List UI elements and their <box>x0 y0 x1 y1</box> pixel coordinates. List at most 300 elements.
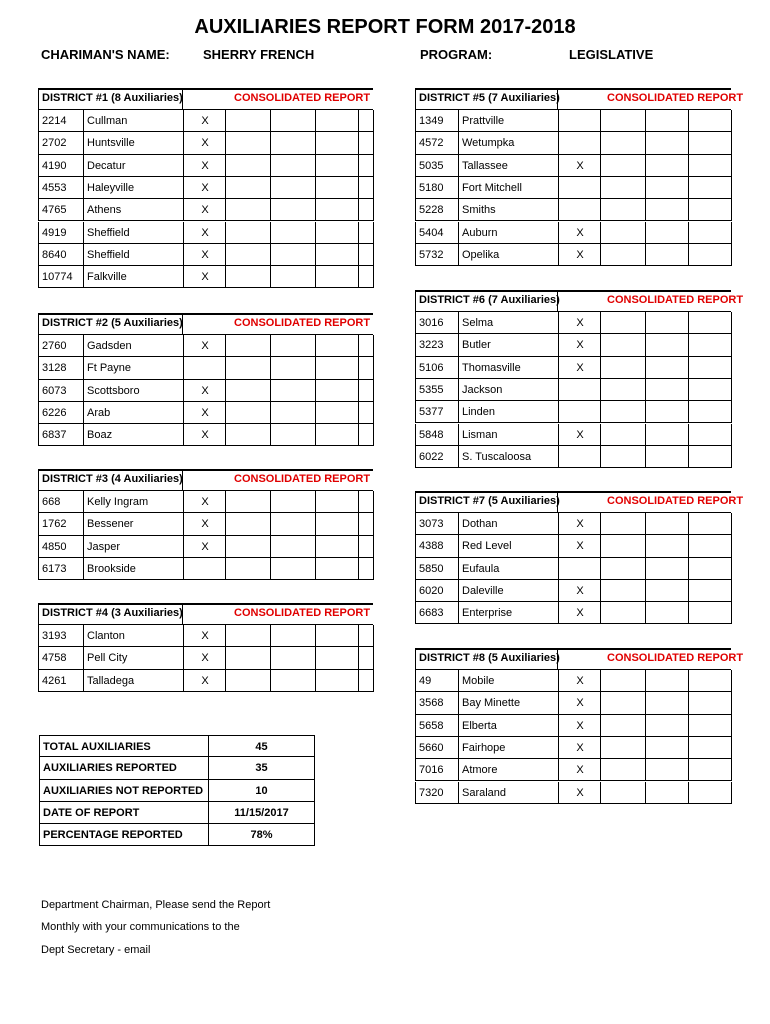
empty-cell <box>645 244 689 266</box>
table-row <box>415 110 731 132</box>
auxiliary-number: 3568 <box>415 692 459 714</box>
report-mark: X <box>183 335 226 357</box>
auxiliary-number: 5850 <box>415 558 459 580</box>
table-row <box>415 759 731 781</box>
empty-cell <box>645 580 689 602</box>
table-row <box>38 424 373 446</box>
empty-cell <box>270 110 316 132</box>
empty-cell <box>600 513 646 535</box>
auxiliary-city: Cullman <box>83 110 184 132</box>
auxiliary-number: 2214 <box>38 110 84 132</box>
auxiliary-city: Gadsden <box>83 335 184 357</box>
table-row <box>415 312 731 334</box>
empty-cell <box>225 244 271 266</box>
empty-cell <box>645 424 689 446</box>
consolidated-report-label: CONSOLIDATED REPORT <box>607 294 744 306</box>
table-row <box>415 132 731 154</box>
empty-cell <box>270 558 316 580</box>
empty-cell <box>600 401 646 423</box>
empty-cell <box>315 536 359 558</box>
auxiliary-number: 4758 <box>38 647 84 669</box>
report-mark: X <box>558 670 601 692</box>
table-row <box>415 357 731 379</box>
report-mark: X <box>558 334 601 356</box>
auxiliary-city: Sheffield <box>83 244 184 266</box>
empty-cell <box>600 715 646 737</box>
auxiliary-number: 3073 <box>415 513 459 535</box>
auxiliary-city: Eufaula <box>458 558 559 580</box>
district-name: DISTRICT #4 (3 Auxiliaries) <box>38 603 183 625</box>
empty-cell <box>645 535 689 557</box>
empty-cell <box>358 402 374 424</box>
program-label: PROGRAM: <box>420 47 493 62</box>
empty-cell <box>315 357 359 379</box>
auxiliary-number: 5106 <box>415 357 459 379</box>
auxiliary-city: Tallassee <box>458 155 559 177</box>
empty-cell <box>645 155 689 177</box>
empty-cell <box>225 357 271 379</box>
table-row <box>38 244 373 266</box>
empty-cell <box>315 670 359 692</box>
auxiliary-number: 4388 <box>415 535 459 557</box>
empty-cell <box>225 424 271 446</box>
auxiliary-number: 5035 <box>415 155 459 177</box>
empty-cell <box>645 602 689 624</box>
report-mark: X <box>183 625 226 647</box>
auxiliary-number: 3193 <box>38 625 84 647</box>
empty-cell <box>645 715 689 737</box>
report-mark: X <box>183 244 226 266</box>
empty-cell <box>358 513 374 535</box>
totals-label: TOTAL AUXILIARIES <box>39 735 209 757</box>
empty-cell <box>645 692 689 714</box>
empty-cell <box>688 424 732 446</box>
totals-row <box>39 802 315 824</box>
empty-cell <box>688 513 732 535</box>
report-mark: X <box>183 132 226 154</box>
auxiliary-number: 1762 <box>38 513 84 535</box>
empty-cell <box>358 491 374 513</box>
report-mark: X <box>183 670 226 692</box>
auxiliary-number: 4261 <box>38 670 84 692</box>
auxiliary-city: Enterprise <box>458 602 559 624</box>
auxiliary-city: Lisman <box>458 424 559 446</box>
empty-cell <box>600 312 646 334</box>
empty-cell <box>270 155 316 177</box>
empty-cell <box>225 110 271 132</box>
district-name: DISTRICT #6 (7 Auxiliaries) <box>415 290 558 312</box>
empty-cell <box>358 670 374 692</box>
empty-cell <box>688 737 732 759</box>
totals-label: DATE OF REPORT <box>39 802 209 824</box>
auxiliary-number: 5377 <box>415 401 459 423</box>
auxiliary-city: Boaz <box>83 424 184 446</box>
auxiliary-city: Atmore <box>458 759 559 781</box>
auxiliary-number: 4919 <box>38 222 84 244</box>
report-mark <box>183 558 226 580</box>
empty-cell <box>225 380 271 402</box>
empty-cell <box>270 402 316 424</box>
totals-value: 78% <box>208 824 315 846</box>
auxiliary-number: 4572 <box>415 132 459 154</box>
empty-cell <box>270 177 316 199</box>
report-mark <box>558 379 601 401</box>
report-mark: X <box>558 513 601 535</box>
report-mark: X <box>183 402 226 424</box>
report-mark: X <box>183 266 226 288</box>
auxiliary-city: Falkville <box>83 266 184 288</box>
empty-cell <box>315 132 359 154</box>
table-row <box>38 357 373 379</box>
empty-cell <box>225 647 271 669</box>
totals-row <box>39 824 315 846</box>
report-mark: X <box>558 244 601 266</box>
empty-cell <box>645 199 689 221</box>
auxiliary-number: 6683 <box>415 602 459 624</box>
empty-cell <box>645 334 689 356</box>
district-name: DISTRICT #5 (7 Auxiliaries) <box>415 88 558 110</box>
totals-value: 35 <box>208 757 315 779</box>
table-row <box>415 401 731 423</box>
empty-cell <box>600 222 646 244</box>
empty-cell <box>688 580 732 602</box>
empty-cell <box>315 199 359 221</box>
auxiliary-city: Scottsboro <box>83 380 184 402</box>
auxiliary-city: Clanton <box>83 625 184 647</box>
table-row <box>38 222 373 244</box>
empty-cell <box>358 380 374 402</box>
empty-cell <box>358 357 374 379</box>
consolidated-report-label: CONSOLIDATED REPORT <box>234 473 371 485</box>
report-mark: X <box>558 357 601 379</box>
empty-cell <box>315 424 359 446</box>
totals-row <box>39 757 315 779</box>
report-mark <box>558 446 601 468</box>
empty-cell <box>270 513 316 535</box>
table-row <box>38 199 373 221</box>
empty-cell <box>315 177 359 199</box>
auxiliary-city: Jasper <box>83 536 184 558</box>
page-title: AUXILIARIES REPORT FORM 2017-2018 <box>194 16 576 38</box>
auxiliary-number: 5228 <box>415 199 459 221</box>
empty-cell <box>645 177 689 199</box>
empty-cell <box>688 222 732 244</box>
empty-cell <box>600 580 646 602</box>
table-row <box>415 782 731 804</box>
report-mark: X <box>558 312 601 334</box>
report-mark: X <box>183 491 226 513</box>
empty-cell <box>645 737 689 759</box>
report-mark: X <box>183 199 226 221</box>
auxiliary-city: Brookside <box>83 558 184 580</box>
empty-cell <box>225 536 271 558</box>
table-row <box>415 513 731 535</box>
empty-cell <box>600 244 646 266</box>
empty-cell <box>225 670 271 692</box>
auxiliary-city: Thomasville <box>458 357 559 379</box>
auxiliary-number: 5355 <box>415 379 459 401</box>
empty-cell <box>358 266 374 288</box>
report-mark <box>558 110 601 132</box>
empty-cell <box>225 177 271 199</box>
report-mark <box>558 401 601 423</box>
empty-cell <box>270 424 316 446</box>
report-mark: X <box>183 647 226 669</box>
empty-cell <box>270 357 316 379</box>
empty-cell <box>688 110 732 132</box>
report-mark: X <box>558 580 601 602</box>
empty-cell <box>225 199 271 221</box>
totals-row <box>39 735 315 757</box>
table-row <box>38 558 373 580</box>
report-mark <box>183 357 226 379</box>
totals-value: 10 <box>208 780 315 802</box>
table-row <box>38 536 373 558</box>
empty-cell <box>645 670 689 692</box>
empty-cell <box>270 132 316 154</box>
auxiliary-city: Bessener <box>83 513 184 535</box>
totals-label: PERCENTAGE REPORTED <box>39 824 209 846</box>
empty-cell <box>645 513 689 535</box>
empty-cell <box>358 155 374 177</box>
auxiliary-city: Arab <box>83 402 184 424</box>
auxiliary-number: 7016 <box>415 759 459 781</box>
empty-cell <box>645 558 689 580</box>
empty-cell <box>688 357 732 379</box>
report-mark: X <box>183 222 226 244</box>
report-mark: X <box>558 155 601 177</box>
report-mark: X <box>558 222 601 244</box>
empty-cell <box>225 132 271 154</box>
table-row <box>38 491 373 513</box>
totals-value: 11/15/2017 <box>208 802 315 824</box>
auxiliary-city: Selma <box>458 312 559 334</box>
auxiliary-number: 6073 <box>38 380 84 402</box>
empty-cell <box>645 357 689 379</box>
auxiliary-city: Mobile <box>458 670 559 692</box>
auxiliary-city: Talladega <box>83 670 184 692</box>
auxiliary-city: Pell City <box>83 647 184 669</box>
auxiliary-number: 5848 <box>415 424 459 446</box>
table-row <box>415 670 731 692</box>
auxiliary-city: Daleville <box>458 580 559 602</box>
report-mark <box>558 177 601 199</box>
auxiliary-city: Jackson <box>458 379 559 401</box>
empty-cell <box>315 244 359 266</box>
district-name: DISTRICT #2 (5 Auxiliaries) <box>38 313 183 335</box>
empty-cell <box>315 110 359 132</box>
auxiliary-city: Fort Mitchell <box>458 177 559 199</box>
auxiliary-number: 6022 <box>415 446 459 468</box>
chairman-label: CHARIMAN'S NAME: <box>41 47 170 62</box>
auxiliary-city: Wetumpka <box>458 132 559 154</box>
empty-cell <box>225 266 271 288</box>
auxiliary-number: 49 <box>415 670 459 692</box>
table-row <box>38 266 373 288</box>
empty-cell <box>600 759 646 781</box>
table-row <box>38 647 373 669</box>
empty-cell <box>645 132 689 154</box>
totals-label: AUXILIARIES NOT REPORTED <box>39 780 209 802</box>
empty-cell <box>358 222 374 244</box>
empty-cell <box>688 535 732 557</box>
report-mark: X <box>183 110 226 132</box>
empty-cell <box>688 782 732 804</box>
empty-cell <box>358 536 374 558</box>
auxiliary-city: Auburn <box>458 222 559 244</box>
auxiliary-number: 6173 <box>38 558 84 580</box>
empty-cell <box>315 513 359 535</box>
empty-cell <box>225 335 271 357</box>
table-row <box>415 379 731 401</box>
empty-cell <box>688 334 732 356</box>
empty-cell <box>600 670 646 692</box>
empty-cell <box>270 244 316 266</box>
auxiliary-number: 4553 <box>38 177 84 199</box>
auxiliary-number: 5660 <box>415 737 459 759</box>
table-row <box>415 155 731 177</box>
empty-cell <box>358 424 374 446</box>
auxiliary-number: 7320 <box>415 782 459 804</box>
empty-cell <box>358 177 374 199</box>
empty-cell <box>270 380 316 402</box>
empty-cell <box>645 222 689 244</box>
auxiliary-number: 10774 <box>38 266 84 288</box>
footer-note-line-1: Department Chairman, Please send the Report <box>41 899 271 911</box>
district-name: DISTRICT #1 (8 Auxiliaries) <box>38 88 183 110</box>
table-row <box>415 244 731 266</box>
empty-cell <box>225 513 271 535</box>
table-row <box>38 625 373 647</box>
empty-cell <box>688 602 732 624</box>
table-row <box>415 602 731 624</box>
report-mark: X <box>558 692 601 714</box>
empty-cell <box>688 558 732 580</box>
empty-cell <box>358 558 374 580</box>
auxiliary-number: 5732 <box>415 244 459 266</box>
empty-cell <box>688 312 732 334</box>
report-mark: X <box>558 759 601 781</box>
auxiliary-number: 3128 <box>38 357 84 379</box>
empty-cell <box>270 536 316 558</box>
empty-cell <box>270 199 316 221</box>
auxiliary-number: 1349 <box>415 110 459 132</box>
empty-cell <box>358 199 374 221</box>
empty-cell <box>600 334 646 356</box>
empty-cell <box>225 402 271 424</box>
report-mark: X <box>183 177 226 199</box>
table-row <box>38 670 373 692</box>
program-value: LEGISLATIVE <box>569 47 654 62</box>
empty-cell <box>315 380 359 402</box>
empty-cell <box>358 647 374 669</box>
auxiliary-number: 6226 <box>38 402 84 424</box>
empty-cell <box>600 558 646 580</box>
footer-note-line-2: Monthly with your communications to the <box>41 921 240 933</box>
auxiliary-number: 4850 <box>38 536 84 558</box>
empty-cell <box>600 155 646 177</box>
auxiliary-city: Dothan <box>458 513 559 535</box>
report-mark: X <box>183 513 226 535</box>
empty-cell <box>225 558 271 580</box>
auxiliary-number: 668 <box>38 491 84 513</box>
table-row <box>38 335 373 357</box>
empty-cell <box>270 670 316 692</box>
auxiliary-number: 3016 <box>415 312 459 334</box>
table-row <box>415 177 731 199</box>
empty-cell <box>688 155 732 177</box>
consolidated-report-label: CONSOLIDATED REPORT <box>607 495 744 507</box>
empty-cell <box>270 335 316 357</box>
consolidated-report-label: CONSOLIDATED REPORT <box>607 652 744 664</box>
totals-value: 45 <box>208 735 315 757</box>
report-mark: X <box>558 424 601 446</box>
table-row <box>38 155 373 177</box>
empty-cell <box>688 715 732 737</box>
empty-cell <box>600 424 646 446</box>
empty-cell <box>688 379 732 401</box>
consolidated-report-label: CONSOLIDATED REPORT <box>607 92 744 104</box>
empty-cell <box>315 402 359 424</box>
table-row <box>415 580 731 602</box>
empty-cell <box>270 266 316 288</box>
table-row <box>415 424 731 446</box>
empty-cell <box>315 491 359 513</box>
report-mark: X <box>183 155 226 177</box>
empty-cell <box>600 602 646 624</box>
table-row <box>38 110 373 132</box>
empty-cell <box>358 244 374 266</box>
report-mark: X <box>183 424 226 446</box>
table-row <box>415 334 731 356</box>
consolidated-report-label: CONSOLIDATED REPORT <box>234 317 371 329</box>
report-mark: X <box>558 737 601 759</box>
empty-cell <box>315 222 359 244</box>
empty-cell <box>688 132 732 154</box>
totals-label: AUXILIARIES REPORTED <box>39 757 209 779</box>
empty-cell <box>358 625 374 647</box>
empty-cell <box>600 782 646 804</box>
report-mark <box>558 132 601 154</box>
empty-cell <box>315 335 359 357</box>
empty-cell <box>600 199 646 221</box>
report-mark <box>558 199 601 221</box>
empty-cell <box>315 155 359 177</box>
empty-cell <box>270 625 316 647</box>
empty-cell <box>645 379 689 401</box>
empty-cell <box>645 759 689 781</box>
totals-row <box>39 780 315 802</box>
report-mark: X <box>558 602 601 624</box>
auxiliary-city: Haleyville <box>83 177 184 199</box>
empty-cell <box>225 222 271 244</box>
empty-cell <box>600 357 646 379</box>
empty-cell <box>600 692 646 714</box>
auxiliary-city: Ft Payne <box>83 357 184 379</box>
empty-cell <box>645 782 689 804</box>
empty-cell <box>270 222 316 244</box>
empty-cell <box>270 647 316 669</box>
report-mark <box>558 558 601 580</box>
empty-cell <box>645 110 689 132</box>
table-row <box>415 535 731 557</box>
auxiliary-city: Smiths <box>458 199 559 221</box>
empty-cell <box>600 737 646 759</box>
empty-cell <box>600 446 646 468</box>
auxiliary-number: 5180 <box>415 177 459 199</box>
empty-cell <box>645 312 689 334</box>
auxiliary-city: Fairhope <box>458 737 559 759</box>
